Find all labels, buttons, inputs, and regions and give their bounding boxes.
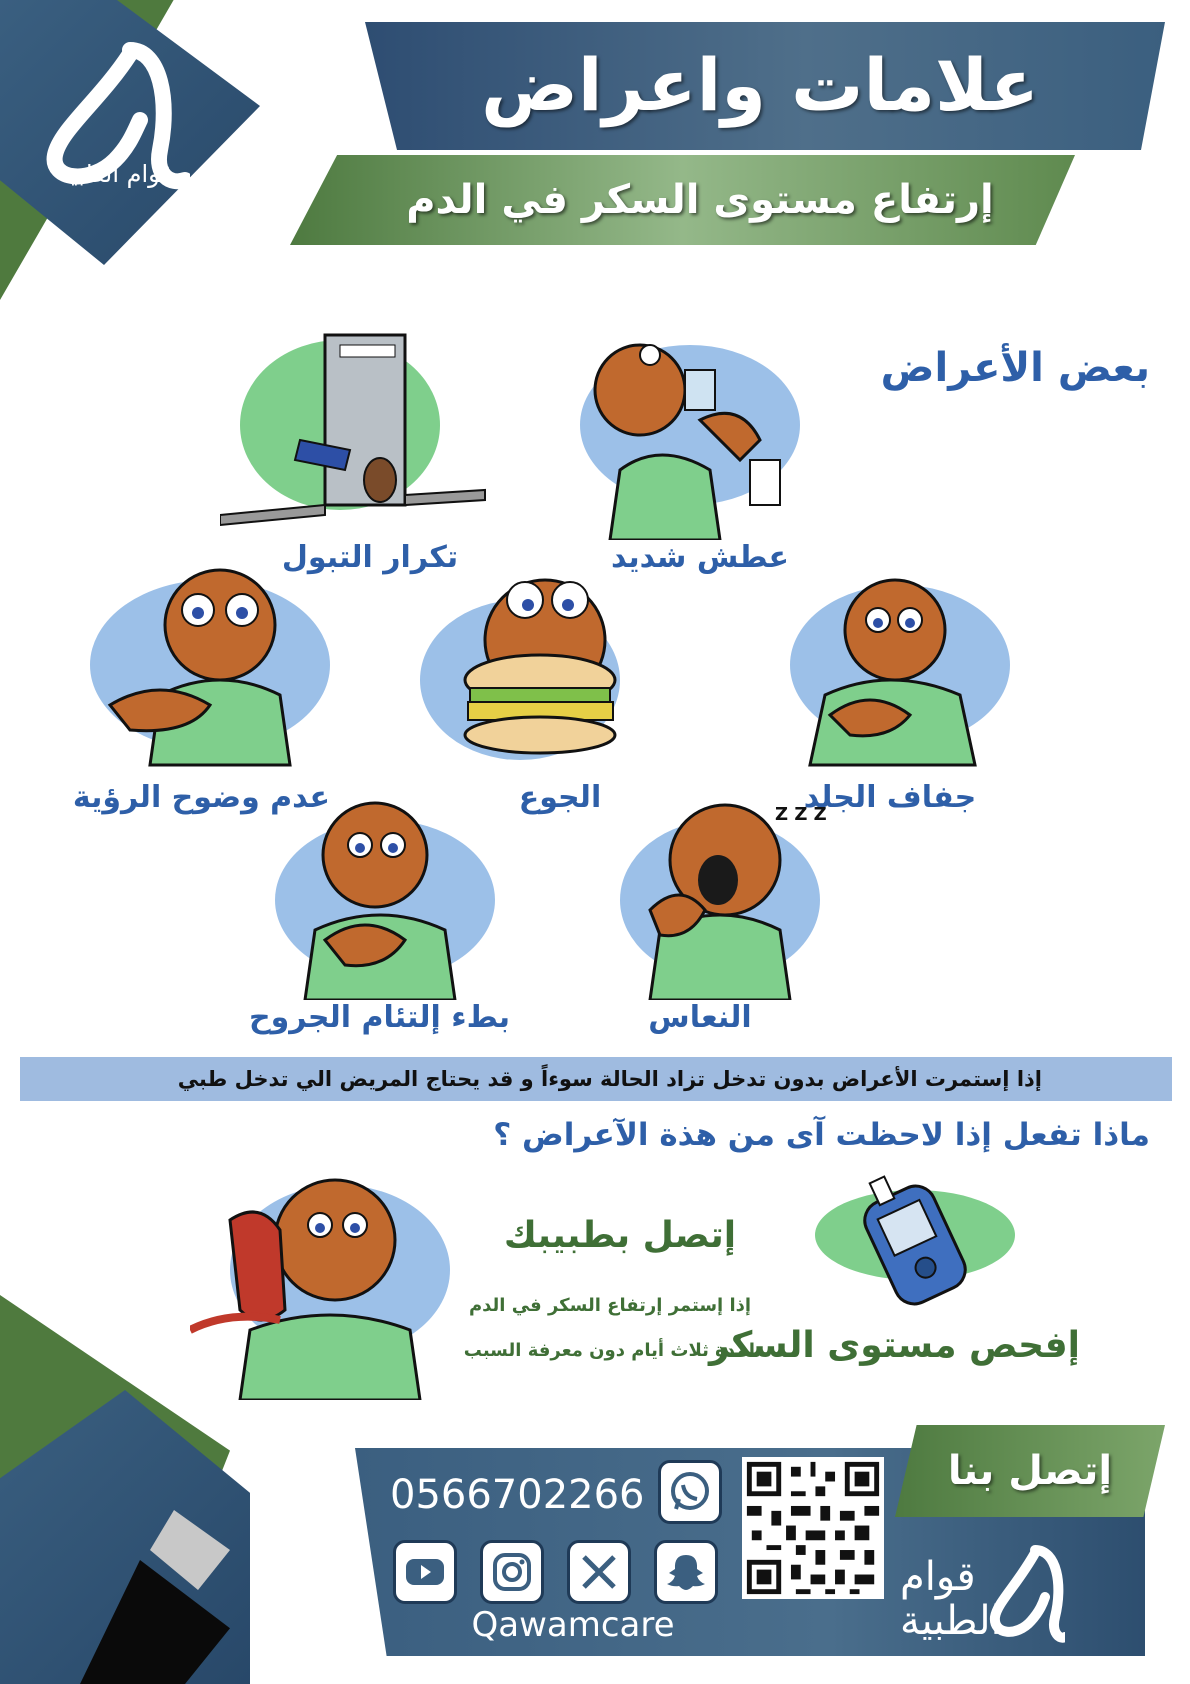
glucose-meter-icon [810, 1170, 1020, 1320]
notice-text: إذا إستمرت الأعراض بدون تدخل تزاد الحالة سوءاً و قد يحتاج المريض الي تدخل طبي [177, 1067, 1042, 1091]
page-title: علامات واعراض [481, 43, 1039, 127]
question-heading: ماذا تفعل إذا لاحظت آى من هذة الآعراض ؟ [493, 1117, 1150, 1153]
blurred-vision-illustration [70, 555, 350, 775]
brand-name: قوام الطبية [57, 160, 173, 188]
symptom-label-dry-skin: جفاف الجلد [803, 780, 977, 815]
call-doctor-note-1: إذا إستمر إرتفاع السكر في الدم [468, 1295, 752, 1316]
svg-text:Z Z Z: Z Z Z [775, 804, 827, 825]
brand-name-bottom [900, 1554, 1050, 1644]
qr-code[interactable] [742, 1457, 884, 1599]
wound-healing-illustration [255, 800, 505, 1000]
call-doctor-illustration [190, 1160, 450, 1400]
symptom-label-wound-healing: بطء إلتئام الجروح [248, 1000, 510, 1035]
symptoms-heading: بعض الأعراض [880, 345, 1150, 391]
symptom-label-drowsiness: النعاس [648, 1000, 752, 1035]
symptom-label-blurred-vision: عدم وضوح الرؤية [72, 780, 330, 815]
brand-name-line-1: قوام [900, 1554, 976, 1600]
call-doctor-note-2: لمدة ثلاث أيام دون معرفة السبب [463, 1340, 755, 1361]
instagram-icon[interactable] [480, 1540, 544, 1604]
hunger-illustration [410, 570, 660, 780]
drowsiness-illustration [610, 800, 840, 1000]
whatsapp-icon[interactable] [658, 1460, 722, 1524]
contact-label: إتصل بنا [947, 1448, 1113, 1494]
x-icon[interactable] [567, 1540, 631, 1604]
check-sugar-heading: إفحص مستوى السكر [708, 1325, 1080, 1366]
phone-number[interactable]: 0566702266 [390, 1472, 645, 1518]
symptom-label-thirst: عطش شديد [611, 540, 789, 575]
brand-name-line-2: الطبية [900, 1598, 1002, 1644]
page-subtitle: إرتفاع مستوى السكر في الدم [406, 177, 994, 223]
dry-skin-illustration [770, 565, 1020, 775]
urination-illustration [220, 330, 490, 530]
thirst-illustration [550, 330, 810, 540]
symptom-label-hunger: الجوع [518, 780, 602, 815]
symptom-label-urination: تكرار التبول [281, 540, 459, 575]
call-doctor-heading: إتصل بطبيبك [503, 1215, 737, 1256]
snapchat-icon[interactable] [654, 1540, 718, 1604]
social-handle[interactable]: Qawamcare [471, 1605, 675, 1645]
youtube-icon[interactable] [393, 1540, 457, 1604]
